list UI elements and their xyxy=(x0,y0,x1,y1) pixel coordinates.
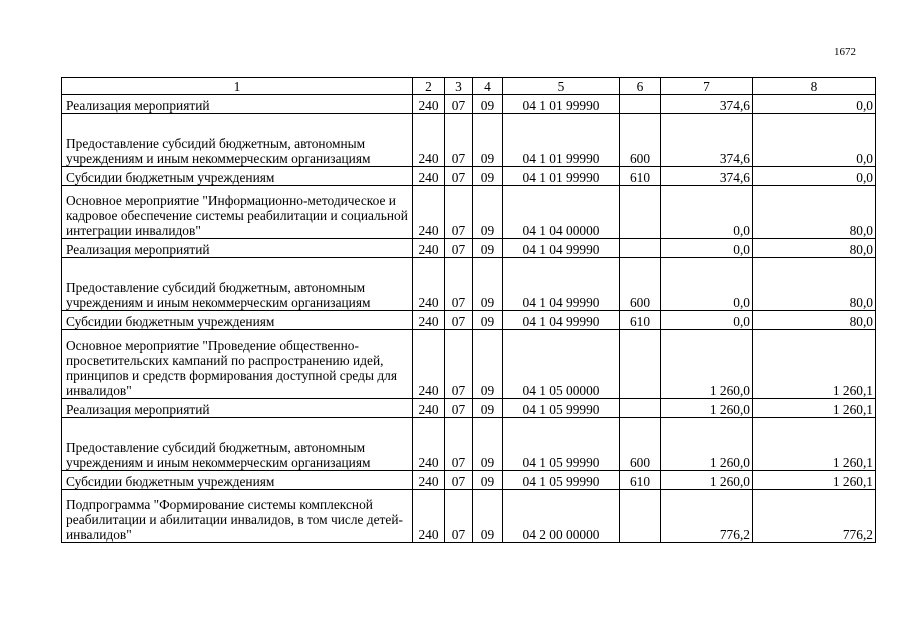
cell-target-code: 04 1 01 99990 xyxy=(503,95,620,114)
cell-amount-7: 1 260,0 xyxy=(661,399,753,418)
cell-code-3: 07 xyxy=(445,490,473,543)
cell-code-4: 09 xyxy=(473,114,503,167)
cell-target-code: 04 1 04 00000 xyxy=(503,186,620,239)
table-row xyxy=(62,490,876,543)
cell-target-code: 04 2 00 00000 xyxy=(503,490,620,543)
cell-code-2: 240 xyxy=(413,399,445,418)
table-row xyxy=(62,471,876,490)
cell-code-2: 240 xyxy=(413,490,445,543)
row-name: Предоставление субсидий бюджетным, автономным учреждениям и иным некоммерческим организациям xyxy=(62,258,413,311)
cell-code-2: 240 xyxy=(413,95,445,114)
cell-code-3: 07 xyxy=(445,330,473,399)
cell-code-4: 09 xyxy=(473,418,503,471)
cell-amount-7: 0,0 xyxy=(661,239,753,258)
cell-amount-7: 374,6 xyxy=(661,114,753,167)
table-row xyxy=(62,186,876,239)
cell-target-code: 04 1 01 99990 xyxy=(503,167,620,186)
cell-target-code: 04 1 01 99990 xyxy=(503,114,620,167)
cell-target-code: 04 1 05 99990 xyxy=(503,418,620,471)
cell-expense-type xyxy=(620,95,661,114)
cell-amount-8: 80,0 xyxy=(753,258,876,311)
budget-table xyxy=(61,77,876,543)
cell-amount-7: 374,6 xyxy=(661,167,753,186)
table-row xyxy=(62,95,876,114)
table-row xyxy=(62,167,876,186)
cell-expense-type: 610 xyxy=(620,311,661,330)
cell-code-3: 07 xyxy=(445,399,473,418)
column-header: 3 xyxy=(445,78,473,95)
row-name: Реализация мероприятий xyxy=(62,95,413,114)
cell-amount-7: 0,0 xyxy=(661,258,753,311)
cell-amount-7: 0,0 xyxy=(661,186,753,239)
cell-target-code: 04 1 05 99990 xyxy=(503,399,620,418)
cell-amount-7: 0,0 xyxy=(661,311,753,330)
cell-code-4: 09 xyxy=(473,399,503,418)
cell-code-3: 07 xyxy=(445,258,473,311)
cell-amount-8: 1 260,1 xyxy=(753,399,876,418)
page-number: 1672 xyxy=(834,46,856,58)
cell-code-4: 09 xyxy=(473,490,503,543)
cell-amount-8: 1 260,1 xyxy=(753,471,876,490)
cell-code-2: 240 xyxy=(413,186,445,239)
cell-amount-8: 80,0 xyxy=(753,239,876,258)
cell-target-code: 04 1 04 99990 xyxy=(503,239,620,258)
row-name: Субсидии бюджетным учреждениям xyxy=(62,471,413,490)
cell-amount-8: 0,0 xyxy=(753,114,876,167)
cell-code-4: 09 xyxy=(473,330,503,399)
table-row xyxy=(62,311,876,330)
cell-amount-8: 776,2 xyxy=(753,490,876,543)
table-header-row xyxy=(62,78,876,95)
cell-code-4: 09 xyxy=(473,239,503,258)
cell-code-2: 240 xyxy=(413,167,445,186)
cell-code-3: 07 xyxy=(445,418,473,471)
cell-code-2: 240 xyxy=(413,418,445,471)
row-name: Предоставление субсидий бюджетным, автономным учреждениям и иным некоммерческим организациям xyxy=(62,114,413,167)
row-name: Основное мероприятие "Информационно-методическое и кадровое обеспечение системы реабилитации и социальной интеграции инвалидов" xyxy=(62,186,413,239)
cell-amount-7: 776,2 xyxy=(661,490,753,543)
row-name: Субсидии бюджетным учреждениям xyxy=(62,167,413,186)
column-header: 1 xyxy=(62,78,413,95)
row-name: Реализация мероприятий xyxy=(62,399,413,418)
cell-code-2: 240 xyxy=(413,114,445,167)
cell-amount-8: 0,0 xyxy=(753,167,876,186)
cell-code-4: 09 xyxy=(473,471,503,490)
row-name: Реализация мероприятий xyxy=(62,239,413,258)
cell-code-4: 09 xyxy=(473,95,503,114)
table-row xyxy=(62,418,876,471)
column-header: 5 xyxy=(503,78,620,95)
cell-amount-7: 1 260,0 xyxy=(661,471,753,490)
cell-code-3: 07 xyxy=(445,95,473,114)
cell-amount-7: 1 260,0 xyxy=(661,418,753,471)
table-row xyxy=(62,330,876,399)
cell-code-3: 07 xyxy=(445,186,473,239)
cell-amount-8: 0,0 xyxy=(753,95,876,114)
cell-expense-type: 600 xyxy=(620,114,661,167)
cell-code-3: 07 xyxy=(445,114,473,167)
column-header: 6 xyxy=(620,78,661,95)
cell-expense-type: 600 xyxy=(620,258,661,311)
cell-amount-7: 1 260,0 xyxy=(661,330,753,399)
cell-code-4: 09 xyxy=(473,311,503,330)
column-header: 7 xyxy=(661,78,753,95)
cell-code-4: 09 xyxy=(473,186,503,239)
cell-code-4: 09 xyxy=(473,258,503,311)
cell-expense-type xyxy=(620,490,661,543)
cell-amount-8: 80,0 xyxy=(753,186,876,239)
cell-expense-type: 600 xyxy=(620,418,661,471)
cell-target-code: 04 1 05 99990 xyxy=(503,471,620,490)
cell-expense-type xyxy=(620,330,661,399)
cell-code-2: 240 xyxy=(413,330,445,399)
cell-code-3: 07 xyxy=(445,239,473,258)
cell-amount-8: 1 260,1 xyxy=(753,330,876,399)
cell-amount-8: 80,0 xyxy=(753,311,876,330)
cell-expense-type xyxy=(620,239,661,258)
table-row xyxy=(62,114,876,167)
table-row xyxy=(62,239,876,258)
cell-expense-type xyxy=(620,399,661,418)
cell-code-3: 07 xyxy=(445,167,473,186)
row-name: Основное мероприятие "Проведение общественно-просветительских кампаний по распространению идей, принципов и средств формирования доступной среды для инвалидов" xyxy=(62,330,413,399)
cell-code-4: 09 xyxy=(473,167,503,186)
row-name: Субсидии бюджетным учреждениям xyxy=(62,311,413,330)
column-header: 8 xyxy=(753,78,876,95)
cell-expense-type: 610 xyxy=(620,471,661,490)
cell-amount-7: 374,6 xyxy=(661,95,753,114)
table-row xyxy=(62,399,876,418)
column-header: 4 xyxy=(473,78,503,95)
cell-target-code: 04 1 04 99990 xyxy=(503,311,620,330)
cell-target-code: 04 1 04 99990 xyxy=(503,258,620,311)
cell-expense-type: 610 xyxy=(620,167,661,186)
cell-code-2: 240 xyxy=(413,471,445,490)
cell-target-code: 04 1 05 00000 xyxy=(503,330,620,399)
cell-amount-8: 1 260,1 xyxy=(753,418,876,471)
row-name: Подпрограмма "Формирование системы комплексной реабилитации и абилитации инвалидов, в том числе детей-инвалидов" xyxy=(62,490,413,543)
cell-code-2: 240 xyxy=(413,258,445,311)
cell-code-3: 07 xyxy=(445,311,473,330)
cell-expense-type xyxy=(620,186,661,239)
cell-code-2: 240 xyxy=(413,311,445,330)
row-name: Предоставление субсидий бюджетным, автономным учреждениям и иным некоммерческим организациям xyxy=(62,418,413,471)
cell-code-2: 240 xyxy=(413,239,445,258)
cell-code-3: 07 xyxy=(445,471,473,490)
column-header: 2 xyxy=(413,78,445,95)
table-row xyxy=(62,258,876,311)
